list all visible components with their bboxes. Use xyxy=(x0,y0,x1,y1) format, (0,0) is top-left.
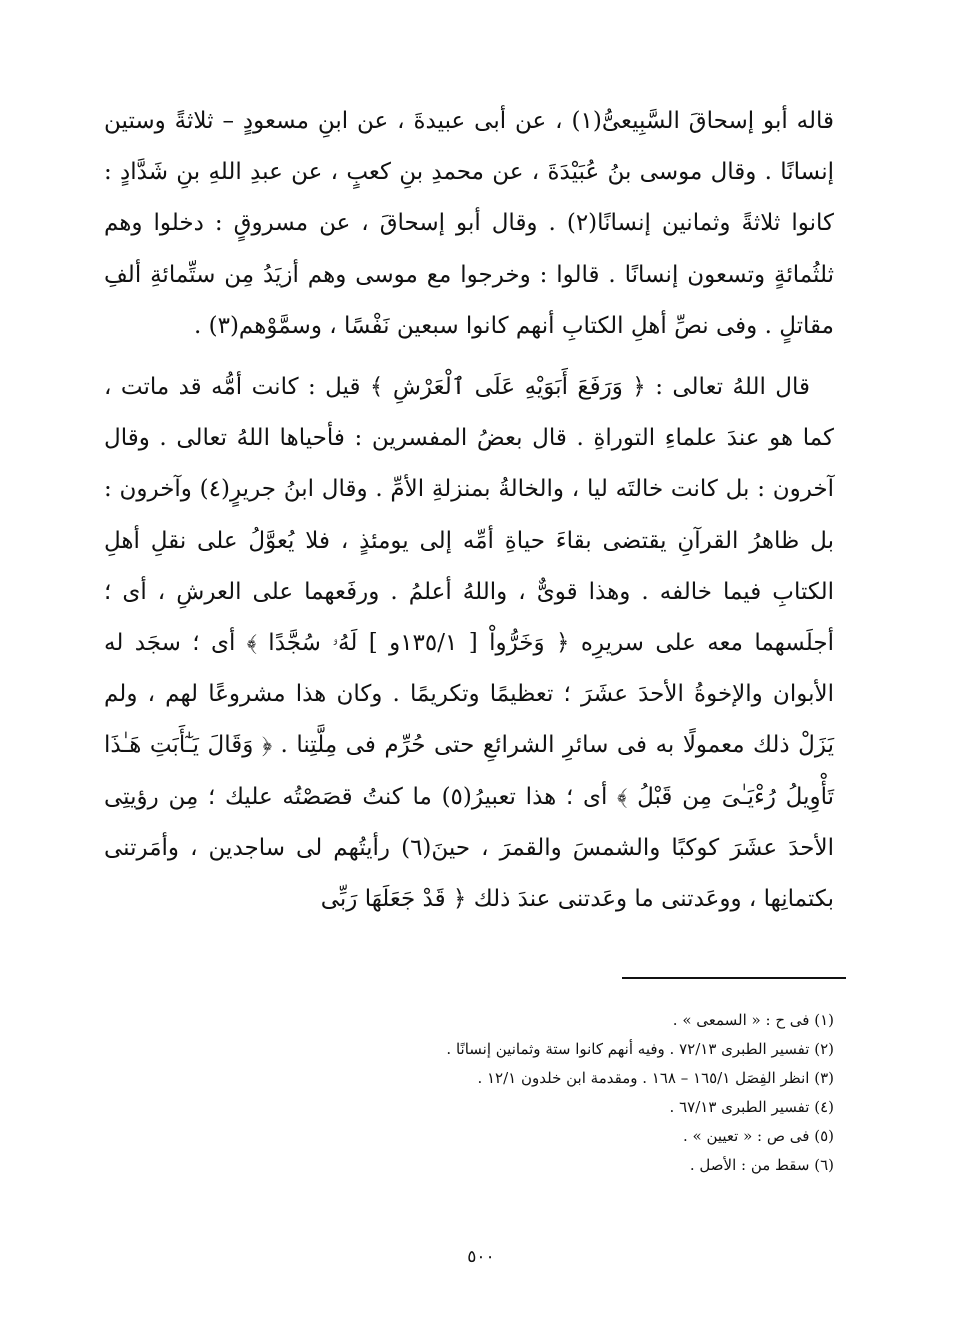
paragraph-2: قال اللهُ تعالى : ﴿ وَرَفَعَ أَبَوَيْهِ عَلَى ٱلْعَرْشِ ﴾ قيل : كانت أمُّه قد ماتت ، كما هو عندَ علماءِ التوراةِ . قال بعضُ المفسرين : فأحياها اللهُ تعالى . وقال آخرون : بل كانت خالتَه ليا ، والخالةُ بمنزلةِ الأمِّ . وقال ابنُ جريرٍ(٤) وآخرون : بل ظاهرُ القرآنِ يقتضى بقاءَ حياةِ أمِّه إلى يومئذٍ ، فلا يُعوَّلُ على نقلِ أهلِ الكتابِ فيما خالفه . وهذا قوىٌّ ، واللهُ أعلمُ . ورفَعهما على العرشِ ، أى ؛ أجلَسهما معه على سريرِه ﴿ وَخَرُّواْ [ ١٣٥/١و ] لَهُۥ سُجَّدًا ﴾ أى ؛ سجَد له الأبوان والإخوةُ الأحدَ عشَرَ ؛ تعظيمًا وتكريمًا . وكان هذا مشروعًا لهم ، ولم يَزَلْ ذلك معمولًا به فى سائرِ الشرائعِ حتى حُرِّم فى مِلَّتِنا . ﴿ وَقَالَ يَـٰٓأَبَتِ هَـٰذَا تَأْوِيلُ رُءْيَـٰىَ مِن قَبْلُ ﴾ أى ؛ هذا تعبيرُ(٥) ما كنتُ قصَصْتُه عليك ؛ مِن رؤيتِى الأحدَ عشَرَ كوكبًا والشمسَ والقمرَ ، حينَ(٦) رأيتُهم لى ساجدين ، وأمَرتنى بكتمانِها ، ووعَدتنى ما وعَدتنى عندَ ذلك ﴿ قَدْ جَعَلَهَا رَبِّى xyxy=(104,374,834,913)
paragraph-1: قاله أبو إسحاقَ السَّبِيعىُّ(١) ، عن أبى عبيدةَ ، عن ابنِ مسعودٍ – ثلاثةً وستين إنسانًا . وقال موسى بنُ عُبَيْدَةَ ، عن محمدِ بنِ كعبٍ ، عن عبدِ اللهِ بنِ شَدَّادٍ : كانوا ثلاثةً وثمانين إنسانًا(٢) . وقال أبو إسحاقَ ، عن مسروقٍ : دخلوا وهم ثلثُمائةٍ وتسعون إنسانًا . قالوا : وخرجوا مع موسى وهم أزيَدُ مِن ستِّمائةِ ألفِ مقاتلٍ . وفى نصِّ أهلِ الكتابِ أنهم كانوا سبعين نَفْسًا ، وسمَّوْهم(٣) . xyxy=(104,108,834,339)
footnote-2: (٢) تفسير الطبرى ٧٢/١٣ . وفيه أنهم كانوا ستة وثمانين إنسانًا . xyxy=(446,1040,834,1058)
footnote-divider xyxy=(622,977,846,979)
footnote-3: (٣) انظر الفِصَل ١٦٥/١ – ١٦٨ . ومقدمة ابن خلدون ١٢/١ . xyxy=(477,1069,834,1087)
footnote-5: (٥) فى ص : « تعيين » . xyxy=(682,1127,834,1145)
footnote-6: (٦) سقط من : الأصل . xyxy=(689,1156,834,1174)
page-number: ٥٠٠ xyxy=(467,1247,495,1267)
main-text xyxy=(104,96,834,925)
footnotes xyxy=(104,1006,834,1180)
footnote-1: (١) فى ح : « السمعى » . xyxy=(672,1011,834,1029)
footnote-4: (٤) تفسير الطبرى ٦٧/١٣ . xyxy=(669,1098,834,1116)
